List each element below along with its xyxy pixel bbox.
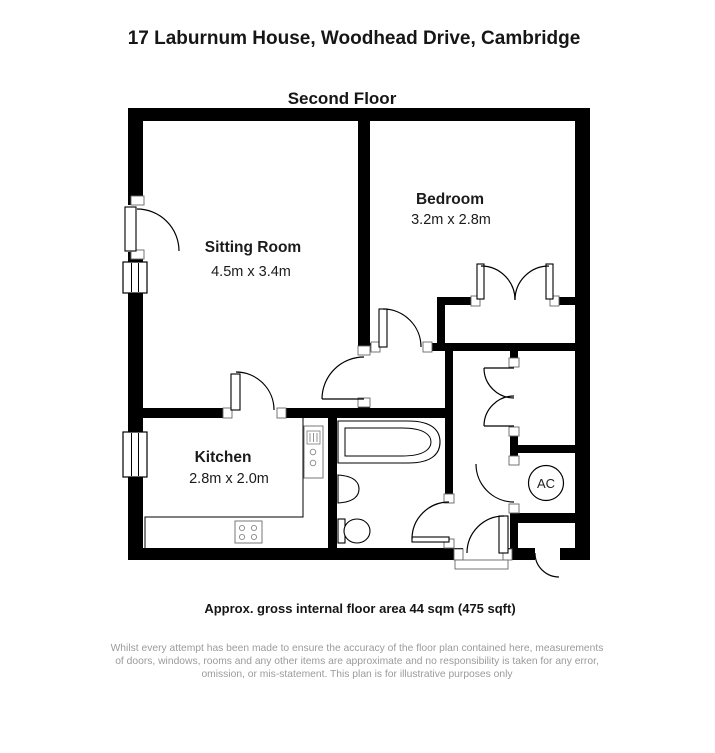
bathtub bbox=[338, 421, 440, 463]
disclaimer-line-2: of doors, windows, rooms and any other items are approximate and no responsibility is taken for any error, bbox=[115, 656, 599, 667]
wall-sitting-bedroom bbox=[358, 121, 370, 346]
ac-label: AC bbox=[536, 476, 556, 491]
wall-bottom-seg1 bbox=[128, 548, 463, 560]
page-title: 17 Laburnum House, Woodhead Drive, Cambridge bbox=[127, 28, 581, 49]
wall-right bbox=[575, 108, 590, 560]
ac-unit bbox=[529, 466, 564, 501]
wall-wardrobe-left bbox=[437, 297, 445, 351]
hob bbox=[235, 521, 262, 543]
wall-bath-right bbox=[445, 351, 453, 501]
jamb bbox=[509, 504, 519, 513]
wall-kitchen-top-left bbox=[143, 408, 232, 418]
hob-body bbox=[235, 521, 262, 543]
jamb bbox=[509, 427, 519, 436]
jamb bbox=[131, 196, 144, 205]
sitting-room-name: Sitting Room bbox=[204, 239, 302, 256]
jamb bbox=[358, 346, 370, 355]
jamb bbox=[454, 549, 463, 560]
wall-bottom-seg3 bbox=[560, 548, 590, 560]
kitchen-dims: 2.8m x 2.0m bbox=[189, 471, 269, 487]
door-leaf bbox=[499, 516, 508, 553]
door-leaf bbox=[546, 264, 553, 299]
window-frame bbox=[123, 262, 147, 293]
door-leaf bbox=[125, 207, 136, 251]
door-leaf bbox=[477, 264, 484, 299]
door-threshold bbox=[455, 560, 508, 569]
bedroom-name: Bedroom bbox=[415, 191, 485, 208]
jamb bbox=[509, 358, 519, 367]
jamb bbox=[423, 342, 432, 352]
wall-bedroom-bottom-right bbox=[423, 343, 575, 351]
wall-wardrobe-top-left bbox=[445, 297, 472, 305]
kitchen-name: Kitchen bbox=[194, 449, 252, 466]
disclaimer-line-3: omission, or mis-statement. This plan is for illustrative purposes only bbox=[201, 669, 513, 680]
door-leaf bbox=[412, 537, 449, 542]
sitting-room-dims: 4.5m x 3.4m bbox=[211, 264, 291, 280]
wall-cupboard-ac-divider bbox=[518, 445, 575, 453]
door-leaf bbox=[231, 374, 240, 410]
toilet-bowl bbox=[344, 519, 370, 543]
wall-top bbox=[128, 108, 590, 121]
bedroom-dims: 3.2m x 2.8m bbox=[411, 212, 491, 228]
jamb bbox=[509, 456, 519, 465]
window-kitchen bbox=[123, 432, 147, 477]
sink-unit bbox=[304, 426, 323, 478]
window-frame bbox=[123, 432, 147, 477]
door-leaf bbox=[379, 309, 387, 347]
wall-left-seg4 bbox=[128, 477, 143, 560]
floor-label: Second Floor bbox=[287, 89, 397, 108]
wall-ac-bottom bbox=[510, 513, 575, 523]
wall-kitchen-bath-divider bbox=[328, 418, 337, 548]
wall-left-seg3 bbox=[128, 292, 143, 432]
window-sitting-room bbox=[123, 262, 147, 293]
wall-kitchen-bath-top bbox=[277, 408, 447, 418]
jamb bbox=[277, 408, 286, 418]
disclaimer-line-1: Whilst every attempt has been made to ensure the accuracy of the floor plan contained here, measurements bbox=[110, 643, 604, 654]
wall-left-seg1 bbox=[128, 108, 143, 205]
floor-area-note: Approx. gross internal floor area 44 sqm (475 sqft) bbox=[204, 601, 516, 616]
